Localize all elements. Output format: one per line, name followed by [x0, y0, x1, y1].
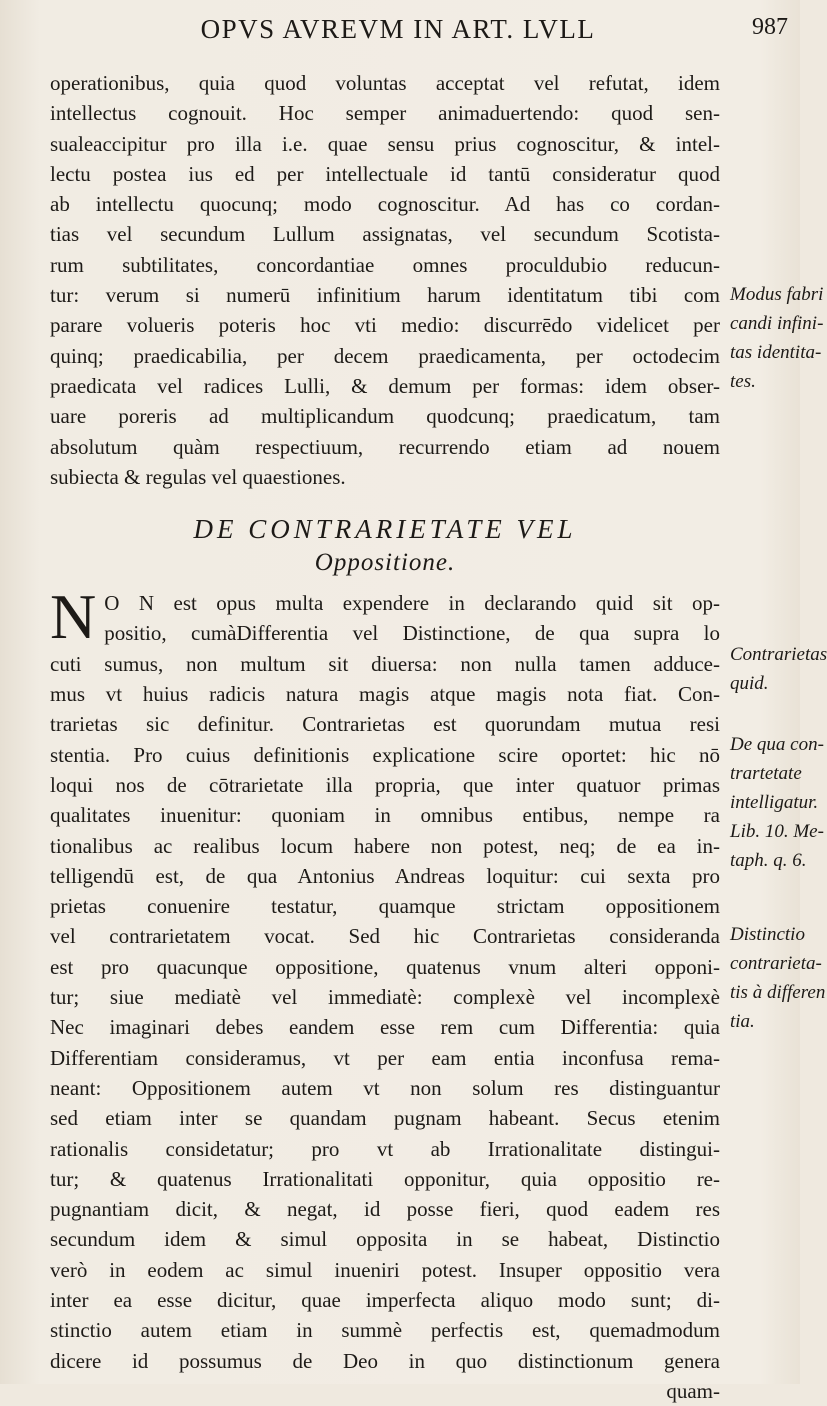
text-line: parare volueris poteris hoc vti medio: discurrēdo videlicet per	[50, 313, 720, 338]
text-line: rum subtilitates, concordantiae omnes proculdubio reducun-	[50, 252, 720, 277]
text-line: dicere id possumus de Deo in quo distinctionum genera	[50, 1348, 720, 1373]
margin-line: quid.	[730, 673, 769, 694]
text-line: est pro quacunque oppositione, quatenus vnum alteri opponi-	[50, 954, 720, 979]
margin-line: tes.	[730, 371, 756, 392]
margin-line: tas identita-	[730, 342, 822, 363]
text-line: vel contrarietatem vocat. Sed hic Contrarietas consideranda	[50, 924, 720, 949]
page-number: 987	[752, 14, 788, 40]
text-line: praedicata vel radices Lulli, & demum per formas: idem obser-	[50, 373, 720, 398]
margin-line: Distinctio	[730, 924, 805, 945]
margin-note-distinctio	[730, 920, 826, 1036]
text-line: secundum idem & simul opposita in se habeat, Distinctio	[50, 1227, 720, 1252]
section-heading: DE CONTRARIETATE VEL	[193, 514, 577, 545]
catchword: quam-	[666, 1378, 720, 1403]
text-line: tur; siue mediatè vel immediatè: complexè vel incomplexè	[50, 985, 720, 1010]
margin-note-contrarietas	[730, 640, 827, 698]
margin-line: intelligatur.	[730, 792, 819, 813]
text-line: Nec imaginari debes eandem esse rem cum Differentia: quia	[50, 1015, 720, 1040]
margin-line: candi infini-	[730, 313, 824, 334]
text-line: telligendū est, de qua Antonius Andreas loquitur: cui sexta pro	[50, 863, 720, 888]
text-line: tias vel secundum Lullum assignatas, vel secundum Scotista-	[50, 222, 720, 247]
text-line: qualitates inuenitur: quoniam in omnibus entibus, nempe ra	[50, 803, 720, 828]
margin-line: Modus fabri	[730, 284, 824, 305]
text-line: uare poreris ad multiplicandum quodcunq; praedicatum, tam	[50, 404, 720, 429]
body-text	[50, 68, 720, 1406]
margin-line: contrarieta-	[730, 953, 822, 974]
margin-line: De qua con-	[730, 734, 824, 755]
text-line: O N est opus multa expendere in declarando quid sit op-	[104, 591, 720, 616]
margin-line: trartetate	[730, 763, 802, 784]
text-line: quinq; praedicabilia, per decem praedicamenta, per octodecim	[50, 343, 720, 368]
running-title: OPVS AVREVM IN ART. LVLL	[200, 14, 596, 44]
margin-line: tia.	[730, 1011, 755, 1032]
text-line: tur; & quatenus Irrationalitati opponitur, quia oppositio re-	[50, 1166, 720, 1191]
margin-line: Lib. 10. Me-	[730, 821, 824, 842]
text-line: stinctio autem etiam in summè perfectis est, quemadmodum	[50, 1318, 720, 1343]
text-line: tionalibus ac realibus locum habere non potest, neq; de ea in-	[50, 833, 720, 858]
text-line: inter ea esse dicitur, quae imperfecta aliquo modo sunt; di-	[50, 1287, 720, 1312]
section-subheading: Oppositione.	[314, 549, 456, 577]
text-line: absolutum quàm respectiuum, recurrendo etiam ad nouem	[50, 434, 720, 459]
paragraph-contrarietas	[50, 581, 720, 1406]
margin-line: taph. q. 6.	[730, 850, 807, 871]
text-line: sualeaccipitur pro illa i.e. quae sensu prius cognoscitur, & intel-	[50, 131, 720, 156]
margin-note-modus-fabricandi	[730, 280, 824, 396]
text-line: operationibus, quia quod voluntas acceptat vel refutat, idem	[50, 71, 720, 95]
text-line: lectu postea ius ed per intellectuale id tantū consideratur quod	[50, 161, 720, 186]
text-line: ab intellectu quocunq; modo cognoscitur. Ad has co cordan-	[50, 192, 720, 217]
text-line: subiecta & regulas vel quaestiones.	[50, 464, 346, 489]
text-line: pugnantiam dicit, & negat, id posse fieri, quod eadem res	[50, 1197, 720, 1222]
drop-cap: N	[50, 581, 97, 653]
running-head	[118, 14, 788, 54]
text-line: sed etiam inter se quandam pugnam habeant. Secus etenim	[50, 1106, 720, 1131]
text-line: loqui nos de cōtrarietate illa propria, que inter quatuor primas	[50, 772, 720, 797]
text-line: tur: verum si numerū infinitium harum identitatum tibi com	[50, 283, 720, 308]
text-line: verò in eodem ac simul inueniri potest. Insuper oppositio vera	[50, 1257, 720, 1282]
margin-line: Contrarietas	[730, 644, 827, 665]
text-line: rationalis considetatur; pro vt ab Irrationalitate distingui-	[50, 1136, 720, 1161]
text-line: mus vt huius radicis natura magis atque magis nota fiat. Con-	[50, 682, 720, 707]
margin-note-de-qua	[730, 730, 824, 875]
text-line: stentia. Pro cuius definitionis explicatione scire oportet: hic nō	[50, 742, 720, 767]
text-line: cuti sumus, non multum sit diuersa: non nulla tamen adduce-	[50, 651, 720, 676]
text-line: Differentiam consideramus, vt per eam entia inconfusa rema-	[50, 1045, 720, 1070]
paragraph-identitates	[50, 68, 720, 492]
text-line: trarietas sic definitur. Contrarietas est quorundam mutua resi	[50, 712, 720, 737]
text-line: intellectus cognouit. Hoc semper animaduertendo: quod sen-	[50, 101, 720, 126]
text-line: neant: Oppositionem autem vt non solum res distinguantur	[50, 1075, 720, 1100]
margin-line: tis à differen	[730, 982, 826, 1003]
text-line: positio, cumàDifferentia vel Distinctione, de qua supra lo	[104, 621, 720, 646]
text-line: prietas conuenire testatur, quamque strictam oppositionem	[50, 894, 720, 919]
